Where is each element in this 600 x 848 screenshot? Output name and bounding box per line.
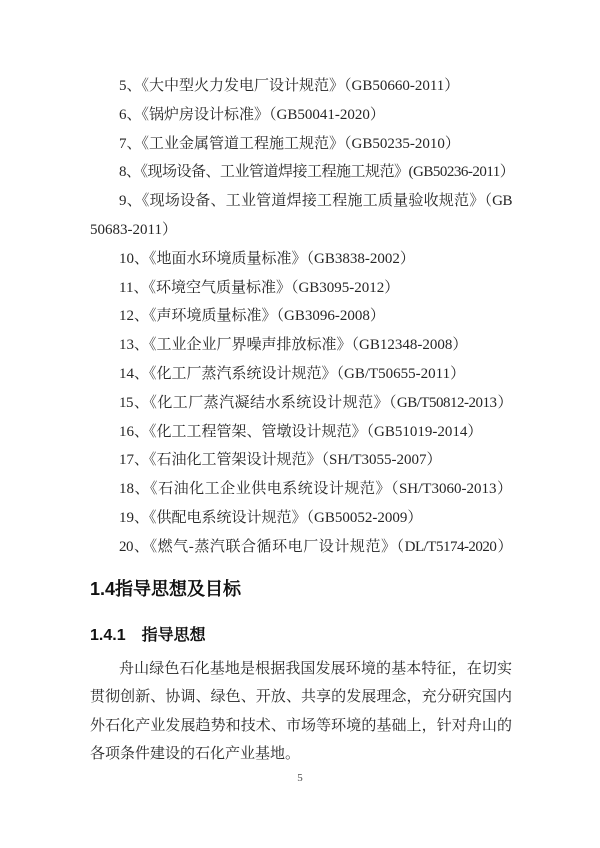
list-item: 9、《现场设备、工业管道焊接工程施工质量验收规范》（GB (119, 193, 512, 210)
paragraph-line: 各项条件建设的石化产业基地。 (90, 746, 301, 763)
list-item: 8、《现场设备、工业管道焊接工程施工规范》(GB50236-2011） (119, 164, 515, 181)
list-item: 7、《工业金属管道工程施工规范》（GB50235-2010） (119, 135, 460, 152)
paragraph-line: 贯彻创新、协调、绿色、开放、共享的发展理念，充分研究国内 (90, 689, 512, 706)
paragraph-line: 舟山绿色石化基地是根据我国发展环境的基本特征，在切实 (119, 660, 512, 677)
list-item: 18、《石油化工企业供电系统设计规范》（SH/T3060-2013） (119, 481, 512, 498)
list-item: 14、《化工厂蒸汽系统设计规范》（GB/T50655-2011） (119, 365, 466, 382)
document-content (90, 72, 515, 769)
list-item: 6、《锅炉房设计标准》（GB50041-2020） (119, 106, 385, 123)
list-item: 10、《地面水环境质量标准》（GB3838-2002） (119, 250, 415, 267)
list-item: 19、《供配电系统设计规范》（GB50052-2009） (119, 509, 423, 526)
list-item: 20、《燃气-蒸汽联合循环电厂设计规范》（DL/T5174-2020） (119, 538, 512, 555)
list-item: 12、《声环境质量标准》（GB3096-2008） (119, 308, 385, 325)
list-item: 5、《大中型火力发电厂设计规范》（GB50660-2011） (119, 78, 460, 94)
paragraph-line: 外石化产业发展趋势和技术、市场等环境的基础上，针对舟山的 (90, 717, 512, 734)
list-item: 17、《石油化工管架设计规范》（SH/T3055-2007） (119, 452, 442, 469)
subsection-heading: 1.4.1 指导思想 (90, 626, 206, 644)
list-item: 15、《化工厂蒸汽凝结水系统设计规范》（GB/T50812-2013） (119, 394, 512, 411)
page-number: 5 (297, 772, 303, 784)
list-item: 11、《环境空气质量标准》（GB3095-2012） (119, 279, 400, 296)
list-item: 16、《化工工程管架、管墩设计规范》（GB51019-2014） (119, 423, 483, 440)
list-item-continuation: 50683-2011） (90, 221, 177, 238)
list-item: 13、《工业企业厂界噪声排放标准》（GB12348-2008） (119, 337, 468, 354)
section-heading: 1.4指导思想及目标 (90, 578, 242, 599)
